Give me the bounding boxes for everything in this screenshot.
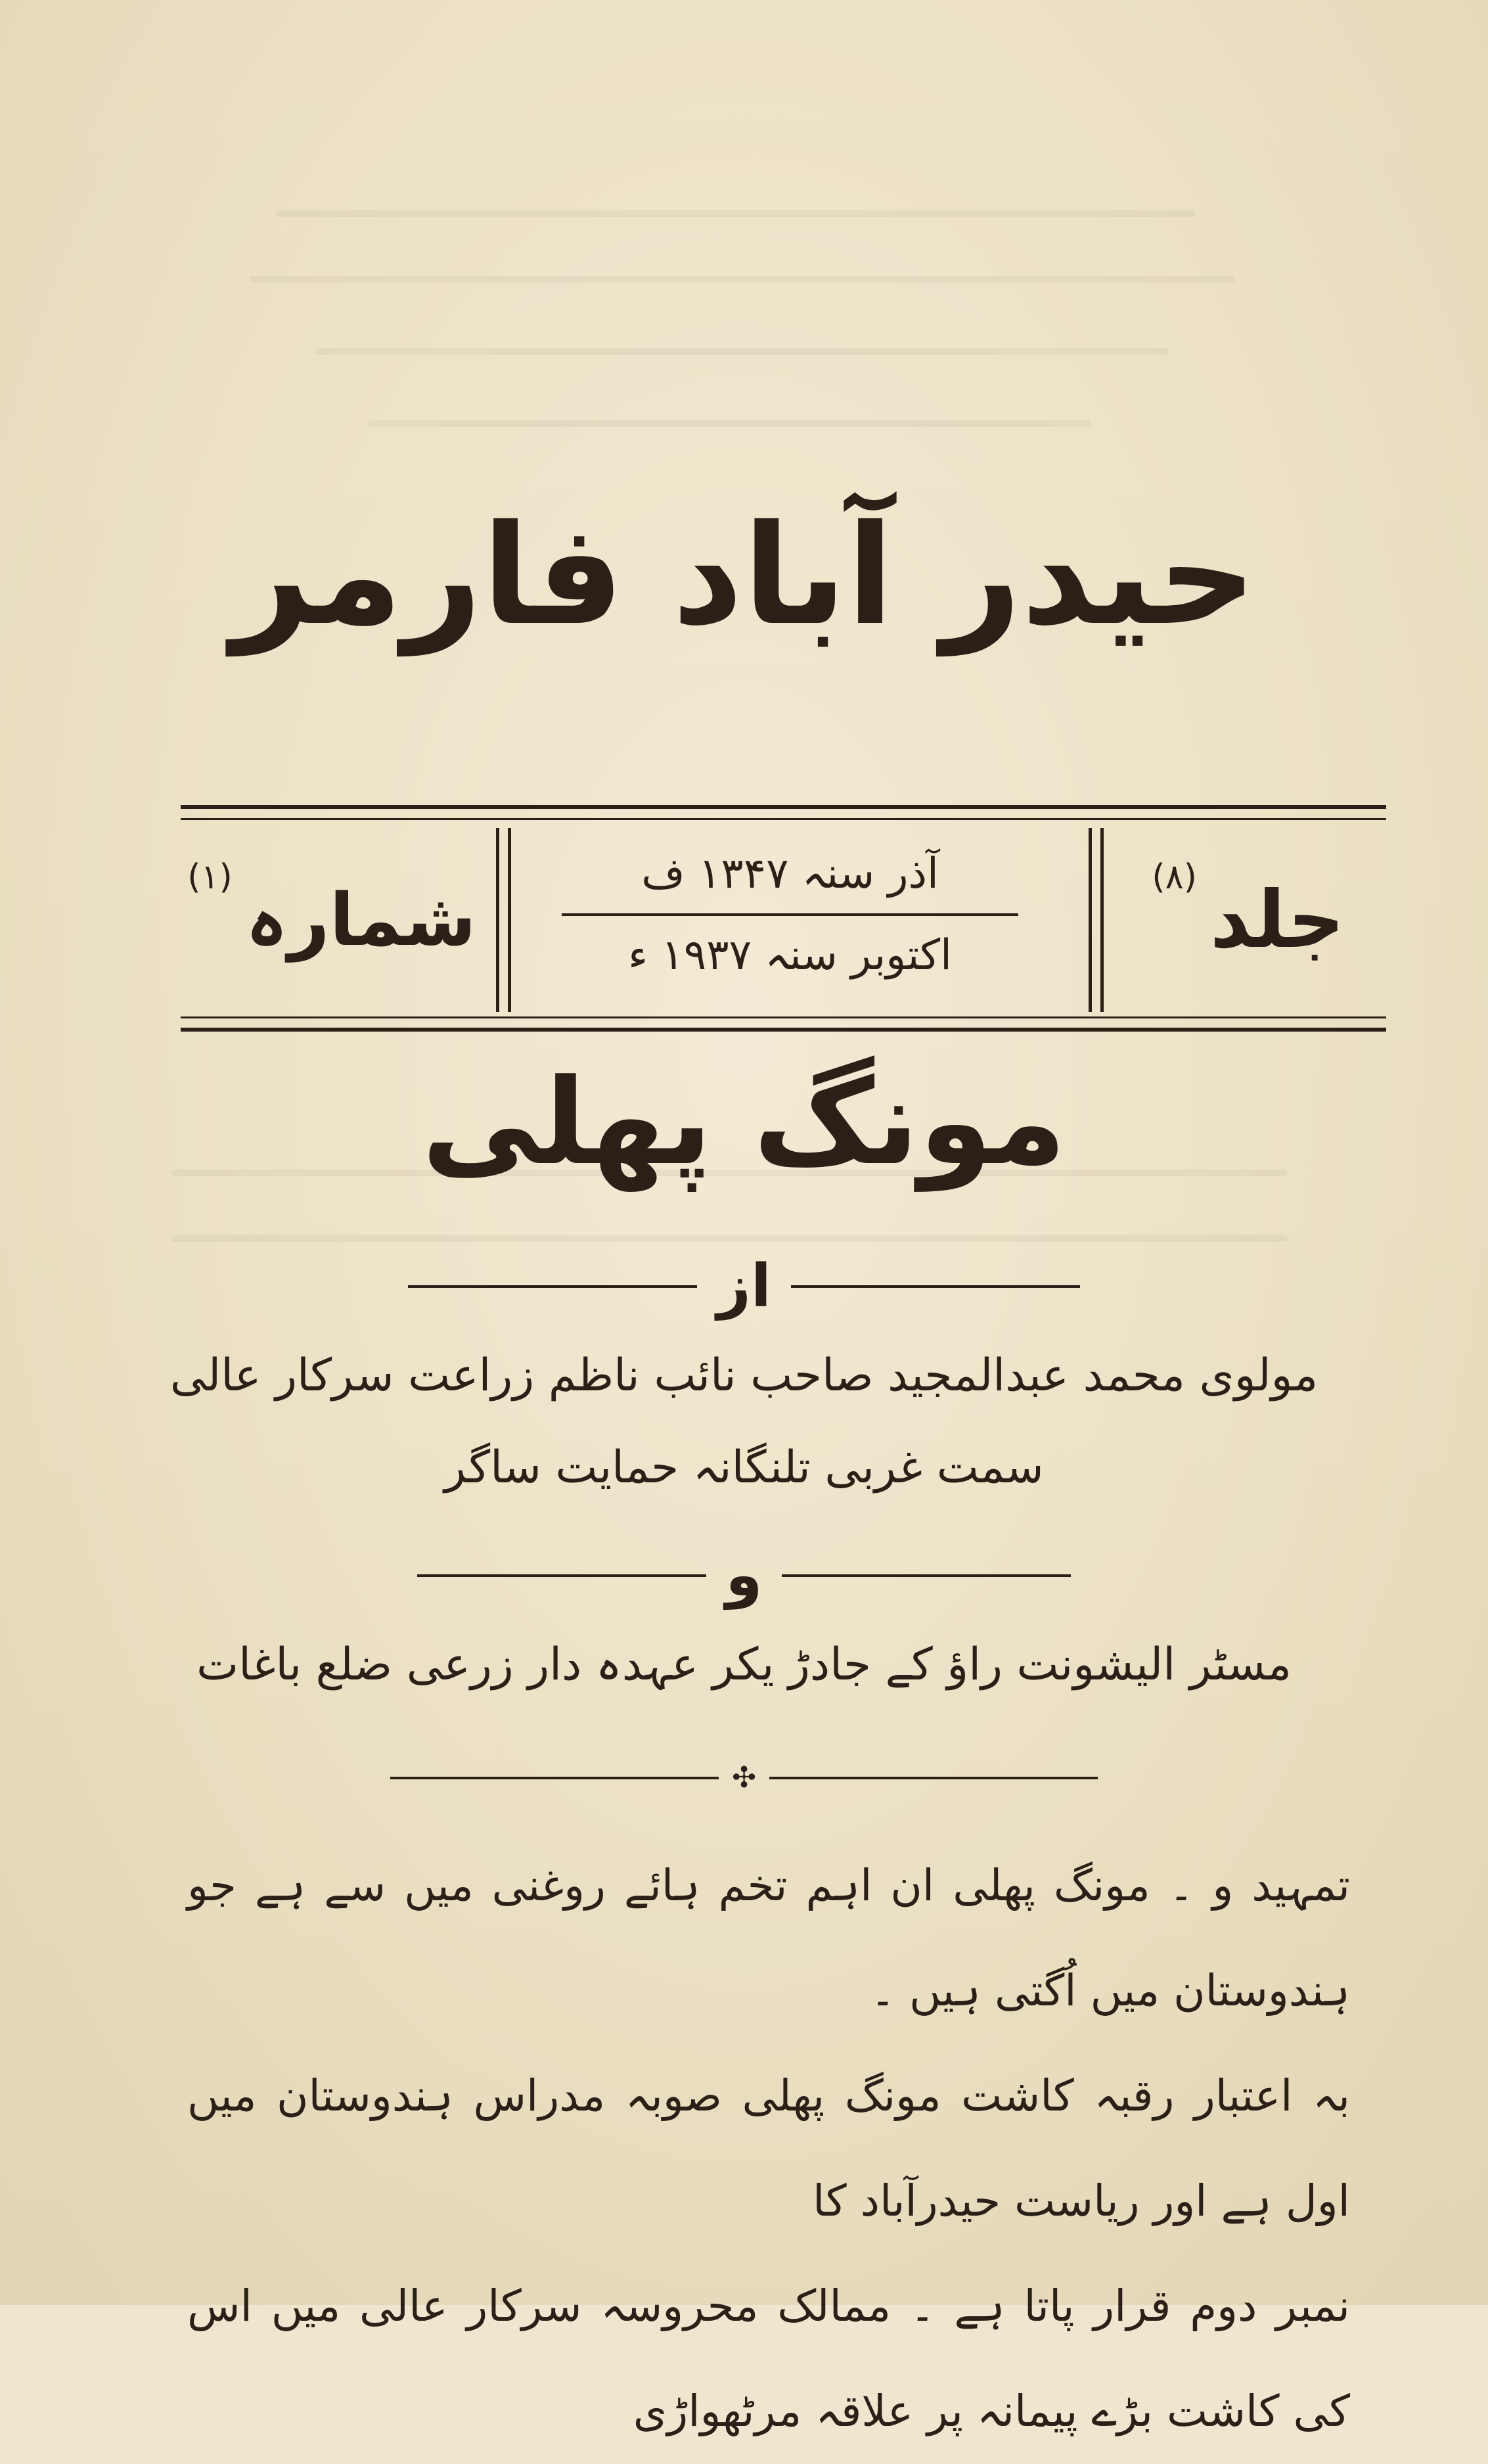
conjunction-rule-left — [417, 1574, 706, 1577]
bleed-through-mark — [276, 210, 1196, 217]
date-separator — [562, 913, 1018, 916]
volume-label: جلد — [1209, 874, 1345, 966]
author1-line1: مولوی محمد عبدالمجید صاحب نائب ناظم زراعت سرکار عالی — [169, 1350, 1319, 1402]
band-top-rule-inner — [181, 818, 1386, 820]
bleed-through-mark — [250, 276, 1235, 283]
body-line: نمبر دوم قرار پاتا ہے ۔ ممالک محروسہ سرکار عالی میں اس کی کاشت بڑے پیمانہ پر علاقہ مرٹھواڑی — [187, 2281, 1350, 2436]
bleed-through-mark — [368, 421, 1091, 427]
ornament-divider — [0, 1761, 1488, 1794]
conjunction-rule-right — [782, 1574, 1071, 1577]
body-line: بہ اعتبار رقبہ کاشت مونگ پھلی صوبہ مدراس ہندوستان میں اول ہے اور ریاست حیدرآباد کا — [187, 2070, 1350, 2226]
volume-block — [1123, 844, 1373, 995]
issue-block — [187, 844, 476, 995]
by-rule-left — [408, 1285, 697, 1288]
band-bottom-rule — [181, 1028, 1386, 1032]
issue-number: (۱) — [187, 857, 233, 897]
author1-line2: سمت غربی تلنگانہ حمایت ساگر — [444, 1442, 1044, 1494]
bleed-through-mark — [171, 1235, 1288, 1242]
author2: مسٹر الیشونت راؤ کے جادڑ یکر عہدہ دار زرعی ضلع باغات — [196, 1639, 1292, 1691]
by-label: از — [717, 1252, 771, 1321]
band-divider — [1089, 828, 1092, 1012]
by-row — [0, 1252, 1488, 1321]
band-divider — [508, 828, 511, 1012]
ornament-rule-left — [390, 1777, 719, 1779]
date-gregorian: اکتوبر سنہ ۱۹۳۷ ء — [628, 931, 952, 980]
by-rule-right — [791, 1285, 1080, 1288]
article-title: مونگ پھلی — [422, 1054, 1066, 1191]
band-divider — [1100, 828, 1104, 1012]
conjunction: و — [725, 1541, 763, 1610]
volume-number: (۸) — [1152, 857, 1197, 897]
band-bottom-rule-inner — [181, 1016, 1386, 1018]
dates-block — [516, 841, 1064, 999]
body-line: تمہید و ۔ مونگ پھلی ان اہم تخم ہائے روغنی میں سے ہے جو ہندوستان میں اُگتی ہیں ۔ — [187, 1860, 1350, 2016]
conjunction-row — [0, 1541, 1488, 1610]
masthead-title: حیدر آباد فارمر — [231, 495, 1257, 656]
band-top-rule — [181, 805, 1386, 809]
info-band — [181, 805, 1386, 1032]
article-body — [187, 1833, 1350, 2464]
band-divider — [496, 828, 499, 1012]
ornament-rule-right — [769, 1777, 1098, 1779]
issue-label: شمارہ — [245, 878, 476, 962]
bleed-through-mark — [315, 348, 1169, 355]
date-hijri: آذر سنہ ۱۳۴۷ ف — [641, 850, 939, 898]
ornament-icon: ✣ — [732, 1761, 756, 1794]
